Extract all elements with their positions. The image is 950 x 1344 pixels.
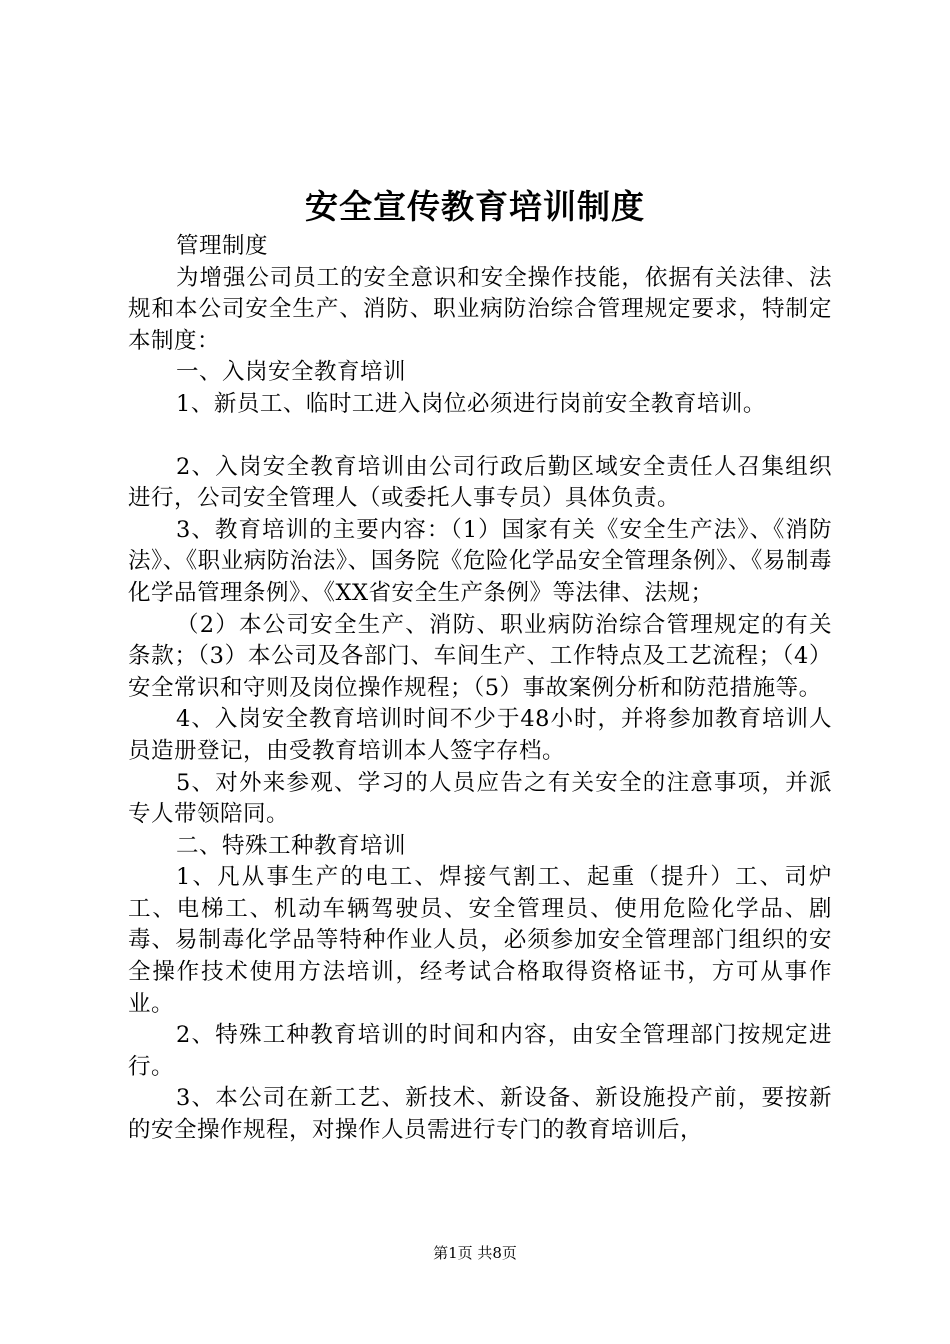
paragraph-1-3: 3、教育培训的主要内容：（1）国家有关《安全生产法》、《消防法》、《职业病防治法》、国务院《危险化学品安全管理条例》、《易制毒化学品管理条例》、《XX省安全生产条例》等法律、法规； [128, 516, 832, 606]
blank-line [128, 421, 832, 452]
paragraph-1-1: 1、新员工、临时工进入岗位必须进行岗前安全教育培训。 [176, 390, 766, 417]
paragraph-1-5: 5、对外来参观、学习的人员应告之有关安全的注意事项，并派专人带领陪同。 [128, 769, 832, 828]
paragraph-2-2: 2、特殊工种教育培训的时间和内容，由安全管理部门按规定进行。 [128, 1022, 832, 1080]
heading-section-2: 二、特殊工种教育培训 [176, 832, 407, 859]
page-footer: 第1页 共8页 [433, 1244, 517, 1262]
paragraph-2-1: 1、凡从事生产的电工、焊接气割工、起重（提升）工、司炉工、电梯工、机动车辆驾驶员、安全管理员、使用危险化学品、剧毒、易制毒化学品等特种作业人员，必须参加安全管理部门组织的安全操作技术使用方法培训，经考试合格取得资格证书，方可从事作业。 [128, 864, 832, 1017]
document-title: 安全宣传教育培训制度 [305, 187, 645, 226]
paragraph-1-3-continued: （2）本公司安全生产、消防、职业病防治综合管理规定的有关条款；（3）本公司及各部门、车间生产、工作特点及工艺流程；（4）安全常识和守则及岗位操作规程；（5）事故案例分析和防范措施等。 [128, 611, 832, 701]
paragraph-1-2: 2、入岗安全教育培训由公司行政后勤区域安全责任人召集组织进行，公司安全管理人（或委托人事专员）具体负责。 [128, 453, 832, 512]
paragraph-section-label: 管理制度 [176, 233, 269, 259]
paragraph-1-4: 4、入岗安全教育培训时间不少于48小时，并将参加教育培训人员造册登记，由受教育培训本人签字存档。 [128, 706, 832, 764]
paragraph-intro: 为增强公司员工的安全意识和安全操作技能，依据有关法律、法规和本公司安全生产、消防、职业病防治综合管理规定要求，特制定本制度： [128, 264, 832, 354]
document-body [128, 231, 832, 1147]
paragraph-2-3: 3、本公司在新工艺、新技术、新设备、新设施投产前，要按新的安全操作规程，对操作人员需进行专门的教育培训后， [128, 1085, 832, 1144]
heading-section-1: 一、入岗安全教育培训 [176, 359, 407, 386]
